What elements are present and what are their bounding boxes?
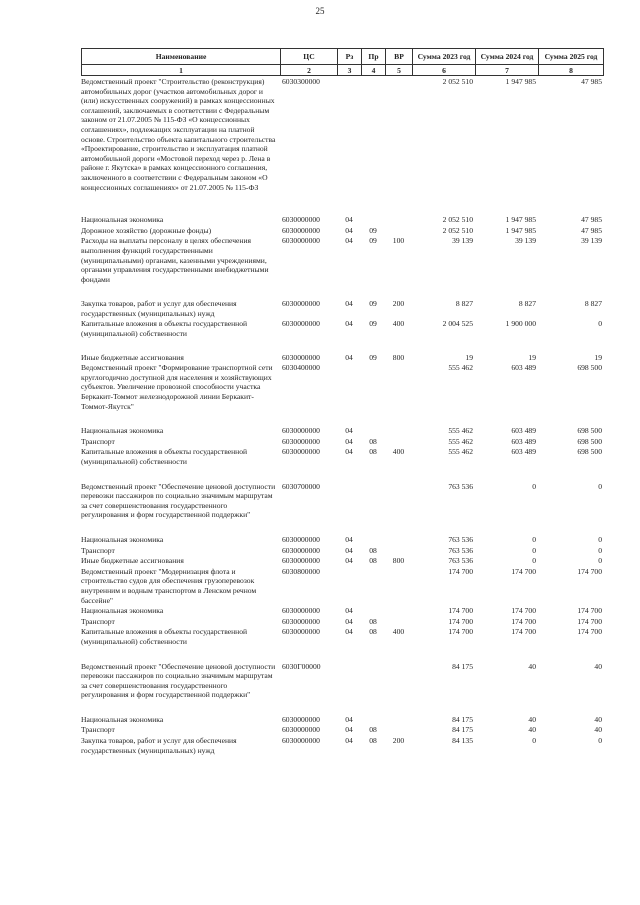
column-number: 1 [81,65,280,75]
row-vr: 800 [392,556,405,566]
row-cs: 6030000000 [282,545,320,555]
table-row [81,436,604,447]
row-sum-2023: 19 [465,352,473,362]
row-name: Национальная экономика [81,606,164,616]
header-cs: ЦС [280,49,337,64]
row-cs: 6030000000 [282,426,320,436]
row-pr: 08 [369,616,377,626]
row-sum-2024: 603 489 [511,426,536,436]
row-cs: 6030800000 [282,566,320,576]
table-row [81,298,604,318]
row-sum-2023: 39 139 [452,236,473,246]
row-pr [361,481,385,520]
header-name: Наименование [81,49,280,64]
row-name: Национальная экономика [81,534,164,544]
column-number: 3 [337,65,361,75]
row-sum-2025: 0 [598,319,602,329]
row-pr: 08 [369,556,377,566]
row-rz: 04 [345,299,353,309]
row-sum-2023: 84 175 [452,714,473,724]
row-sum-2024: 174 700 [511,616,536,626]
row-sum-2025: 0 [598,481,602,491]
row-sum-2024: 1 947 985 [505,215,536,225]
row-cs: 6030000000 [282,736,320,746]
row-pr: 09 [369,352,377,362]
row-sum-2025: 174 700 [577,616,602,626]
row-vr: 200 [392,736,405,746]
column-number: 6 [412,65,475,75]
row-cs: 6030000000 [282,627,320,637]
row-rz: 04 [345,627,353,637]
row-rz: 04 [345,556,353,566]
table-row [81,425,604,436]
row-pr [361,661,385,700]
row-name: Ведомственный проект "Обеспечение ценовой доступности перевозки пассажиров по социально значимым маршрутам за счет совершенствования государственного регулирования и форм государственной поддержки" [81,481,276,520]
row-sum-2025: 698 500 [577,447,602,457]
row-rz [337,481,361,520]
row-vr [385,481,412,520]
table-row [81,76,604,192]
row-pr [361,605,385,616]
row-name: Транспорт [81,436,115,446]
row-name: Транспорт [81,725,115,735]
row-sum-2024: 0 [532,556,536,566]
row-name: Капитальные вложения в объекты государственной (муниципальной) собственности [81,319,248,339]
row-name: Закупка товаров, работ и услуг для обеспечения государственных (муниципальных) нужд [81,299,237,318]
row-vr [385,714,412,725]
row-sum-2024: 603 489 [511,436,536,446]
row-vr: 400 [392,627,405,637]
row-rz: 04 [345,447,353,457]
row-rz: 04 [345,225,353,235]
table-row [81,352,604,363]
row-rz: 04 [345,616,353,626]
row-rz: 04 [345,606,353,616]
row-sum-2023: 763 536 [448,545,473,555]
row-vr [385,605,412,616]
row-cs: 6030300000 [282,77,320,86]
row-sum-2025: 19 [594,352,602,362]
row-pr: 09 [369,225,377,235]
row-sum-2023: 174 700 [448,616,473,626]
row-rz: 04 [345,545,353,555]
table-row [81,626,604,646]
row-cs: 6030000000 [282,714,320,724]
row-rz: 04 [345,426,353,436]
row-sum-2024: 39 139 [515,236,536,246]
row-sum-2024: 19 [528,352,536,362]
row-sum-2024: 0 [532,534,536,544]
row-cs: 6030000000 [282,352,320,362]
row-name: Капитальные вложения в объекты государственной (муниципальной) собственности [81,627,248,646]
row-vr [385,566,412,605]
row-sum-2025: 40 [594,725,602,735]
row-rz [337,76,361,192]
column-number: 7 [475,65,538,75]
row-sum-2025: 174 700 [577,566,602,576]
row-name: Ведомственный проект "Формирование транспортной сети круглогодично доступной для населения и хозяйствующих субъектов. Увеличение провозной способности участка Беркакит-Томмот железнодорожной линии Беркакит-Томмот-Якутск" [81,363,273,411]
table-row [81,735,604,755]
row-name: Национальная экономика [81,426,164,436]
row-sum-2023: 174 700 [448,606,473,616]
row-name: Иные бюджетные ассигнования [81,556,184,566]
row-pr [361,534,385,545]
row-vr [385,362,412,411]
header-pr: Пр [361,49,385,64]
row-name: Ведомственный проект "Модернизация флота и строительство судов для обеспечения грузоперевозок внутренним и водным транспортом в Ленском речном бассейне" [81,566,257,605]
row-sum-2025: 47 985 [581,215,602,225]
table-row [81,225,604,236]
row-sum-2023: 763 536 [448,481,473,491]
column-number: 8 [538,65,604,75]
row-pr: 08 [369,736,377,746]
row-sum-2024: 0 [532,736,536,746]
row-rz: 04 [345,725,353,735]
row-pr [361,362,385,411]
table-row [81,724,604,735]
table-row [81,605,604,616]
row-pr [361,425,385,436]
row-vr [385,425,412,436]
row-pr: 08 [369,436,377,446]
row-sum-2023: 2 004 525 [442,319,473,329]
row-pr [361,714,385,725]
table-row [81,661,604,700]
row-sum-2025: 0 [598,556,602,566]
row-sum-2023: 763 536 [448,556,473,566]
row-sum-2024: 40 [528,661,536,671]
row-vr: 800 [392,352,405,362]
row-rz: 04 [345,352,353,362]
table-row [81,555,604,566]
column-number: 2 [280,65,337,75]
row-sum-2024: 0 [532,481,536,491]
row-sum-2023: 2 052 510 [442,77,473,86]
row-cs: 6030000000 [282,447,320,457]
row-pr: 08 [369,545,377,555]
row-sum-2025: 40 [594,661,602,671]
row-vr: 100 [392,236,405,246]
row-sum-2025: 0 [598,545,602,555]
row-rz [337,661,361,700]
row-sum-2025: 8 827 [584,299,602,309]
row-cs: 6030700000 [282,481,320,491]
row-sum-2023: 174 700 [448,627,473,637]
row-vr [385,534,412,545]
row-sum-2024: 0 [532,545,536,555]
row-name: Национальная экономика [81,714,164,724]
row-sum-2024: 174 700 [511,627,536,637]
row-cs: 6030400000 [282,363,320,373]
row-sum-2023: 555 462 [448,436,473,446]
row-rz [337,566,361,605]
row-name: Капитальные вложения в объекты государственной (муниципальной) собственности [81,447,248,466]
column-number: 5 [385,65,412,75]
row-sum-2025: 0 [598,736,602,746]
row-cs: 6030000000 [282,236,320,246]
row-sum-2023: 84 135 [452,736,473,746]
row-sum-2024: 1 900 000 [505,319,536,329]
row-pr: 09 [369,236,377,246]
row-rz: 04 [345,436,353,446]
row-sum-2023: 555 462 [448,447,473,457]
row-cs: 6030000000 [282,606,320,616]
row-vr [385,616,412,627]
row-sum-2023: 84 175 [452,661,473,671]
row-sum-2023: 2 052 510 [442,225,473,235]
table-row [81,362,604,411]
row-name: Закупка товаров, работ и услуг для обеспечения государственных (муниципальных) нужд [81,736,237,755]
row-sum-2025: 39 139 [581,236,602,246]
row-vr: 400 [392,319,405,329]
table-row [81,714,604,725]
row-name: Национальная экономика [81,215,164,225]
table-body [81,76,604,755]
row-sum-2023: 555 462 [448,426,473,436]
row-cs: 6030000000 [282,225,320,235]
row-vr: 200 [392,299,405,309]
row-sum-2025: 40 [594,714,602,724]
row-cs: 6030000000 [282,534,320,544]
row-rz: 04 [345,215,353,225]
row-cs: 6030Г00000 [282,661,321,671]
row-sum-2024: 603 489 [511,363,536,373]
row-sum-2025: 174 700 [577,606,602,616]
row-rz: 04 [345,736,353,746]
row-pr: 09 [369,319,377,329]
table-row [81,566,604,605]
row-cs: 6030000000 [282,319,320,329]
row-vr [385,545,412,556]
row-vr [385,436,412,447]
row-sum-2025: 698 500 [577,426,602,436]
table-row [81,481,604,520]
budget-table [81,48,604,755]
row-vr [385,214,412,225]
row-sum-2024: 8 827 [518,299,536,309]
table-row [81,214,604,225]
row-pr: 08 [369,447,377,457]
row-sum-2023: 2 052 510 [442,215,473,225]
row-vr [385,724,412,735]
row-name: Дорожное хозяйство (дорожные фонды) [81,225,212,235]
row-sum-2024: 174 700 [511,566,536,576]
row-sum-2024: 1 947 985 [505,225,536,235]
row-sum-2025: 698 500 [577,436,602,446]
row-name: Транспорт [81,545,115,555]
row-rz: 04 [345,714,353,724]
row-cs: 6030000000 [282,556,320,566]
row-cs: 6030000000 [282,616,320,626]
row-pr [361,214,385,225]
row-cs: 6030000000 [282,299,320,309]
table-row [81,446,604,466]
row-rz: 04 [345,236,353,246]
header-sum-2023: Сумма 2023 год [412,49,475,64]
table-header [81,48,604,65]
row-sum-2023: 555 462 [448,363,473,373]
row-sum-2024: 1 947 985 [505,77,536,86]
row-name: Ведомственный проект "Строительство (реконструкция) автомобильных дорог (участков автомобильных дорог и (или) искусственных сооружений) в рамках концессионных соглашений, заключаемых в соответствии с Федеральным законом от 21.07.2005 № 115-ФЗ «О концессионных соглашениях», подлежащих эксплуатации на платной основе. Строительство объекта капитального строительства «Проектирование, строительство и эксплуатация платной автомобильной дороги «Мостовой переход через р. Лена в районе г. Якутска» в рамках концессионного соглашения, заключенного в соответствии с Федеральным законом «О концессионных соглашениях» от 21.07.2005 № 115-ФЗ [81,77,276,192]
table-row [81,616,604,627]
row-sum-2023: 174 700 [448,566,473,576]
row-vr: 400 [392,447,405,457]
table-row [81,545,604,556]
row-pr [361,76,385,192]
row-sum-2025: 47 985 [581,77,602,86]
row-cs: 6030000000 [282,215,320,225]
row-sum-2025: 698 500 [577,363,602,373]
row-name: Расходы на выплаты персоналу в целях обеспечения выполнения функций государственными (муниципальными) органами, казенными учреждениями, органами управления государственными внебюджетными фондами [81,236,269,284]
table-row [81,235,604,284]
header-rz: Рз [337,49,361,64]
row-rz: 04 [345,319,353,329]
row-pr: 09 [369,299,377,309]
row-vr [385,76,412,192]
row-sum-2025: 174 700 [577,627,602,637]
header-sum-2025: Сумма 2025 год [538,49,604,64]
header-sum-2024: Сумма 2024 год [475,49,538,64]
page-number: 25 [315,6,325,16]
row-sum-2024: 603 489 [511,447,536,457]
column-number: 4 [361,65,385,75]
row-pr: 08 [369,725,377,735]
row-rz [337,362,361,411]
row-name: Транспорт [81,616,115,626]
row-sum-2025: 0 [598,534,602,544]
column-numbers-row [81,65,604,76]
row-sum-2024: 40 [528,725,536,735]
row-sum-2024: 40 [528,714,536,724]
row-sum-2024: 174 700 [511,606,536,616]
table-row [81,534,604,545]
row-cs: 6030000000 [282,725,320,735]
row-sum-2023: 84 175 [452,725,473,735]
row-rz: 04 [345,534,353,544]
row-cs: 6030000000 [282,436,320,446]
row-vr [385,225,412,236]
row-name: Ведомственный проект "Обеспечение ценовой доступности перевозки пассажиров по социально значимым маршрутам за счет совершенствования государственного регулирования и форм государственной поддержки" [81,661,276,700]
table-row [81,318,604,338]
row-vr [385,661,412,700]
row-sum-2023: 763 536 [448,534,473,544]
header-vr: ВР [385,49,412,64]
row-sum-2025: 47 985 [581,225,602,235]
row-name: Иные бюджетные ассигнования [81,352,184,362]
row-sum-2023: 8 827 [455,299,473,309]
row-pr [361,566,385,605]
row-pr: 08 [369,627,377,637]
